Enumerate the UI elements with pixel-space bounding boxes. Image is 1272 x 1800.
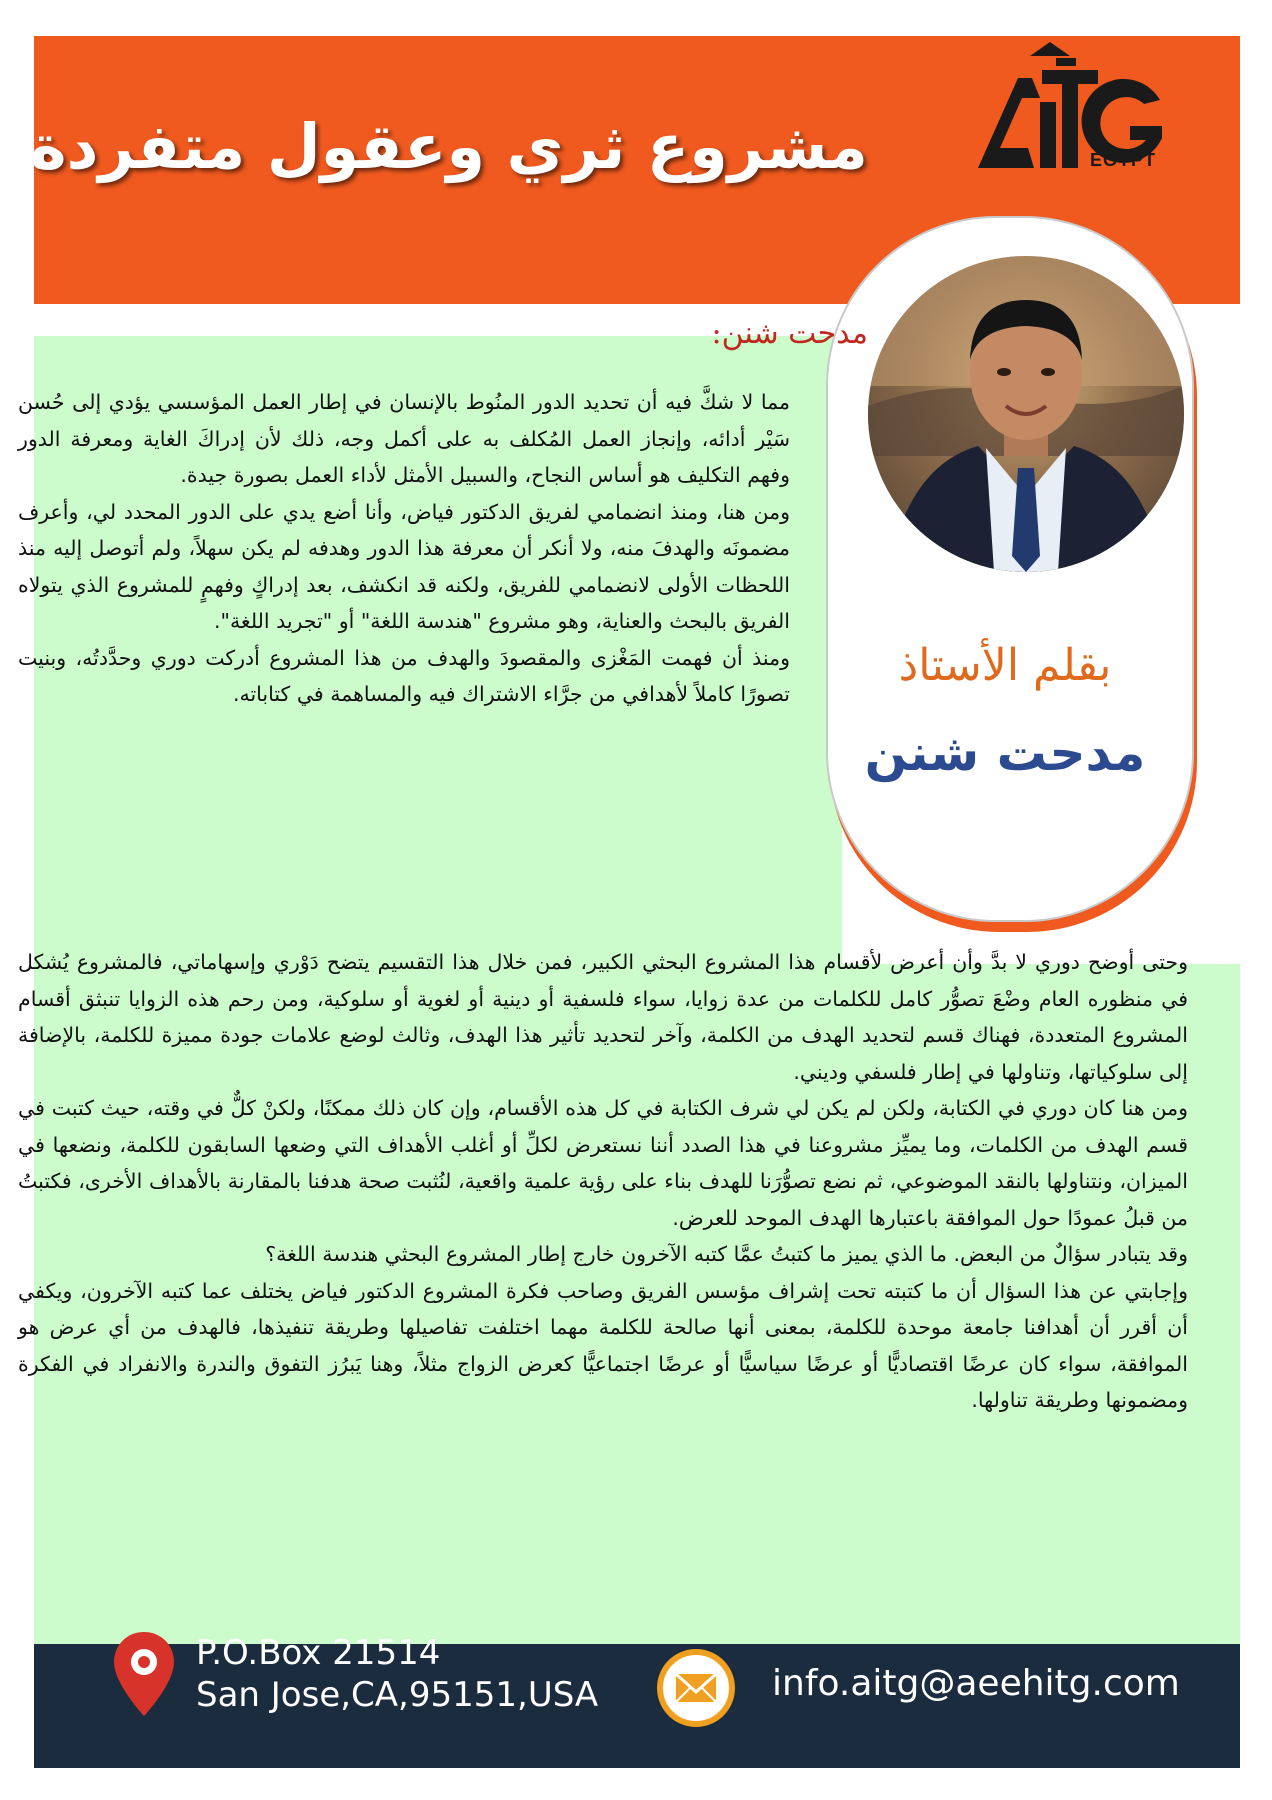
header-title: مشروع ثري وعقول متفردة: [30, 110, 868, 183]
paragraph: وإجابتي عن هذا السؤال أن ما كتبته تحت إشراف مؤسس الفريق وصاحب فكرة المشروع الدكتور فياض يختلف عما كتبه الآخرون، ويكفي أن أقرر أن أهدافنا جامعة موحدة للكلمة، بمعنى أنها صالحة للكلمة مهما اختلفت تفاصيلها وطريقة تنفيذها، فالهدف من أي عرض هو الموافقة، سواء كان عرضًا اقتصاديًّا أو عرضًا سياسيًّا أو عرضًا اجتماعيًّا كعرض الزواج مثلاً، وهنا يَبرُز التفوق والندرة والانفراد في الفكرة ومضمونها وطريقة تناولها.: [18, 1278, 1188, 1412]
envelope-icon: [656, 1648, 736, 1728]
paragraph: ومنذ أن فهمت المَغْزى والمقصودَ والهدف من هذا المشروع أدركت دوري وحدَّدتُه، وبنيت تصورًا كاملاً لأهدافي من جرَّاء الاشتراك فيه والمساهمة في كتاباته.: [18, 645, 790, 706]
logo-subtext: EGYPT: [1090, 150, 1157, 170]
article-author-heading: مدحت شنن:: [711, 316, 868, 351]
paragraph: وحتى أوضح دوري لا بدَّ وأن أعرض لأقسام هذا المشروع البحثي الكبير، فمن خلال هذا التقسيم يتضح دَوْري وإسهاماتي، فالمشروع يُشكل في منظوره العام وضْعَ تصوُّر كامل للكلمات من عدة زوايا، سواء فلسفية أو دينية أو لغوية أو سلوكية، ومن رحم هذه الزوايا تنبثق أقسام المشروع المتعددة، فهناك قسم لتحديد الهدف من الكلمة، وآخر لتحديد تأثير هذا الهدف، وثالث لوضع علامات جودة مميزة للكلمة، بالإضافة إلى سلوكياتها، وتناولها في إطار فلسفي وديني.: [18, 950, 1188, 1084]
portrait-illustration: [868, 256, 1184, 572]
address-line-1: P.O.Box 21514: [196, 1633, 441, 1673]
contact-email[interactable]: info.aitg@aeehitg.com: [772, 1663, 1180, 1704]
author-photo: [868, 256, 1184, 572]
article-top-text: [18, 384, 790, 713]
paragraph: ومن هنا، ومنذ انضمامي لفريق الدكتور فياض، وأنا أضع يدي على الدور المحدد لي، وأعرف مضمونَه والهدفَ منه، ولا أنكر أن معرفة هذا الدور وهدفه لم يكن سهلاً، ولم أتوصل إليه منذ اللحظات الأولى لانضمامي للفريق، ولكنه قد انكشف، بعد إدراكٍ وفهمٍ للمشروع الذي يتولاه الفريق بالبحث والعناية، وهو مشروع "هندسة اللغة" أو "تجريد اللغة".: [18, 499, 790, 633]
postal-address: [196, 1632, 598, 1716]
card-byline: بقلم الأستاذ: [898, 640, 1112, 691]
address-line-2: San Jose,CA,95151,USA: [196, 1675, 599, 1715]
paragraph: ومن هنا كان دوري في الكتابة، ولكن لم يكن لي شرف الكتابة في كل هذه الأقسام، وإن كان ذلك ممكنًا، ولكنْ كلٌّ في وقته، حيث كتبت في قسم الهدف من الكلمات، وما يميِّز مشروعنا في هذا الصدد أننا نستعرض لكلِّ أو أغلب الأهداف التي وضعها السابقون للكلمة، ونضعها في الميزان، ونتناولها بالنقد الموضوعي، ثم نضع تصوُّرَنا للهدف بناء على رؤية علمية واقعية، لنُثبت صحة هدفنا بالمقارنة بالأهداف الأخرى، فكتبتُ من قبلُ عمودًا حول الموافقة باعتبارها الهدف الموحد للعرض.: [18, 1096, 1188, 1230]
article-bottom-text: [18, 944, 1188, 1419]
paragraph: وقد يتبادر سؤالٌ من البعض. ما الذي يميز ما كتبتُ عمَّا كتبه الآخرون خارج إطار المشروع البحثي هندسة اللغة؟: [265, 1242, 1188, 1266]
card-author-name: مدحت شنن: [864, 724, 1146, 782]
paragraph: مما لا شكَّ فيه أن تحديد الدور المنُوط بالإنسان في إطار العمل المؤسسي يؤدي إلى حُسن سَيْر أدائه، وإنجاز العمل المُكلف به على أكمل وجه، ذلك لأن إدراكَ الغاية ومعرفة الدور وفهم التكليف هو أساس النجاح، والسبيل الأمثل لأداء العمل بصورة جيدة.: [18, 390, 790, 487]
location-pin-icon: [112, 1630, 176, 1718]
